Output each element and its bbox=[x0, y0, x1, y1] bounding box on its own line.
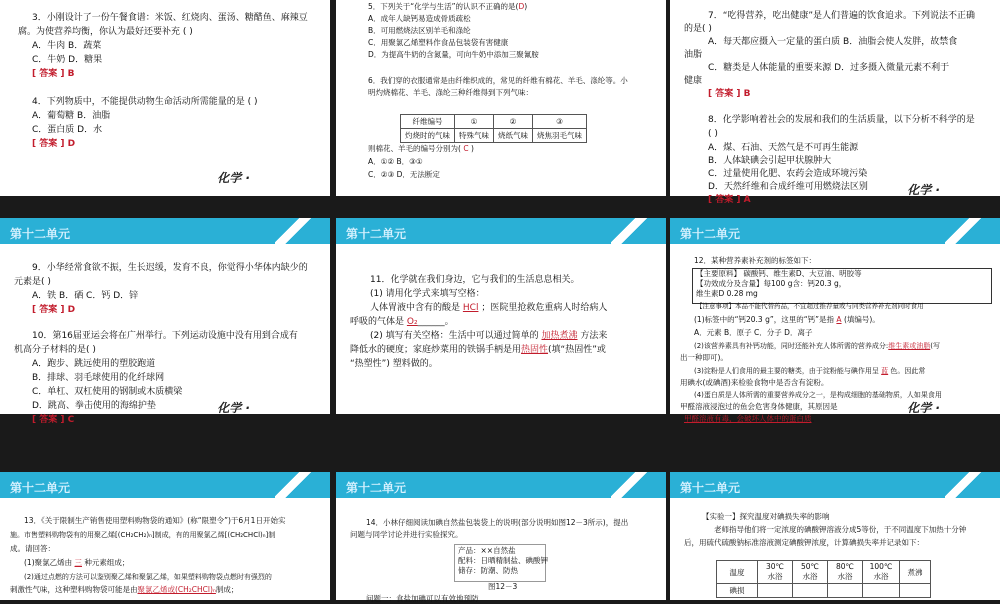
q13-part1: (1)聚氯乙烯由 三 种元素组成； bbox=[24, 558, 130, 567]
salt-label-line-3: 储存：防潮、防热 bbox=[458, 566, 518, 575]
table-cell: 温度 bbox=[717, 561, 758, 584]
q11-text: 11．化学就在我们身边，它与我们的生活息息相关。 bbox=[370, 275, 580, 285]
q5-option-a: A．成年人缺钙易造成骨质疏松 bbox=[368, 14, 471, 23]
unit-header-title: 第十二单元 bbox=[346, 481, 407, 495]
answer-formaldehyde: 甲醛溶液有毒，会破坏人体中的蛋白质 bbox=[684, 414, 812, 423]
salt-label-line-1: 产品：××自然盐 bbox=[458, 546, 516, 555]
q3-text: 3．小刚设计了一份午餐食谱：米饭、红烧肉、蛋汤、糖醋鱼、麻辣豆 bbox=[32, 13, 308, 23]
q9-options: A．铁 B．硒 C．钙 D．锌 bbox=[32, 291, 139, 301]
q12-part3-cont: 用碘水(或碘酒)来检验食物中是否含有淀粉。 bbox=[680, 378, 829, 387]
table-cell: ③ bbox=[533, 115, 587, 129]
q8-text: 8．化学影响着社会的发展和我们的生活质量，以下分析不科学的是 bbox=[708, 115, 975, 125]
q13-text-cont: 施。市售塑料购物袋有的用聚乙烯[(CH₂CH₂)ₙ]制成，有的用聚氯乙烯[(CH₂CHCl)ₙ]制 bbox=[10, 531, 276, 539]
q12-part4-answer: 甲醛溶液有毒，会破坏人体中的蛋白质。 bbox=[684, 414, 819, 423]
answer-three: 三 bbox=[74, 558, 83, 567]
table-row bbox=[717, 584, 931, 598]
q6-options-1: A．①② B．③① bbox=[368, 157, 423, 166]
slide-3 bbox=[670, 0, 1000, 205]
q3-text-cont: 腐。为使营养均衡，你认为最好还要补充 ( ) bbox=[18, 27, 193, 37]
table-cell bbox=[758, 584, 793, 598]
unit-header-bar bbox=[0, 472, 330, 498]
q8-option-d: D．天然纤维和合成纤维可用燃烧法区别 bbox=[708, 182, 868, 192]
unit-header-bar bbox=[336, 218, 666, 244]
figure-caption: 图12－3 bbox=[488, 582, 518, 591]
q14-text-cont: 问题与同学讨论并进行实验探究。 bbox=[350, 530, 463, 539]
q12-part2-cont: 出一种即可)。 bbox=[680, 353, 728, 362]
q9-text-cont: 元素是( ) bbox=[14, 277, 51, 287]
footer-label: 化学 · bbox=[907, 401, 940, 415]
q10-option-b: B．排球、羽毛球使用的化纤球网 bbox=[32, 373, 165, 383]
q8-option-a: A．煤、石油、天然气是不可再生能源 bbox=[708, 143, 859, 153]
q10-text-cont: 机高分子材料的是( ) bbox=[14, 345, 96, 355]
q3-options-1: A．牛肉 B．蔬菜 bbox=[32, 41, 102, 51]
q4-options-2: C．蛋白质 D．水 bbox=[32, 125, 103, 135]
footer-label: 化学 · bbox=[217, 401, 250, 415]
salt-label-line-2: 配料：日晒精制盐、碘酸钾 bbox=[458, 556, 548, 565]
q12-part2: (2)该营养素具有补钙功能，同时还能补充人体所需的营养成分:维生素或油脂(写 bbox=[694, 342, 941, 350]
header-decoration bbox=[945, 218, 1000, 244]
q11-line-end: “热塑性”) 塑料做的。 bbox=[350, 359, 438, 369]
answer-blue: 蓝 bbox=[881, 367, 889, 375]
answer-element: A bbox=[836, 315, 842, 324]
question-one: 问题一：食盐加碘可以有效地预防 bbox=[366, 594, 479, 603]
q6-question: 则棉花、羊毛的编号分别为( C ) bbox=[368, 144, 474, 153]
q4-options-1: A．葡萄糖 B．油脂 bbox=[32, 111, 111, 121]
unit-header-title: 第十二单元 bbox=[346, 227, 407, 241]
header-decoration bbox=[611, 218, 666, 244]
footer-label: 化学 · bbox=[907, 183, 940, 197]
slide-4 bbox=[0, 218, 330, 425]
table-cell: 30℃ 水浴 bbox=[758, 561, 793, 584]
unit-header-title: 第十二单元 bbox=[680, 481, 741, 495]
table-row bbox=[401, 129, 587, 143]
footer-label: 化学 · bbox=[217, 171, 250, 185]
q5-option-b: B．可用燃烧法区别羊毛和涤纶 bbox=[368, 26, 471, 35]
q6-options-2: C．②③ D．无法断定 bbox=[368, 170, 440, 179]
q13-text: 13．《关于限制生产销售使用塑料购物袋的通知》(称“限塑令”)于6月1日开始实 bbox=[24, 516, 286, 525]
slide-6 bbox=[670, 218, 1000, 423]
unit-header-bar bbox=[336, 472, 666, 498]
table-cell: 碘损 bbox=[717, 584, 758, 598]
table-cell: 烧焦羽毛气味 bbox=[533, 129, 587, 143]
label-line-1: 【主要原料】 碳酸钙、维生素D、大豆油、明胶等 bbox=[696, 269, 862, 278]
slide-9 bbox=[670, 472, 1000, 600]
q12-part3: (3)淀粉是人们食用的最主要的糖类，由于淀粉能与碘作用呈 蓝 色。因此常 bbox=[694, 367, 926, 375]
iodine-loss-table bbox=[716, 560, 931, 598]
q10-option-a: A．跑步、跳远使用的塑胶跑道 bbox=[32, 359, 156, 369]
unit-header-bar bbox=[0, 218, 330, 244]
table-cell: 纤维编号 bbox=[401, 115, 455, 129]
q11-line-handle: 降低水的硬度；家庭炒菜用的铁锅手柄是用热固性(填“热固性”或 bbox=[350, 345, 606, 355]
q11-part2: (2) 填写有关空格：生活中可以通过简单的 加热煮沸 方法来 bbox=[370, 331, 608, 341]
q11-line-acid: 人体胃液中含有的酸是 HCl ；医院里抢救危重病人时给病人 bbox=[370, 303, 608, 313]
q3-answer: [ 答案 ] B bbox=[32, 69, 75, 79]
slide-2 bbox=[336, 0, 666, 196]
q3-options-2: C．牛奶 D．糖果 bbox=[32, 55, 103, 65]
q13-text-cont2: 成。请回答： bbox=[10, 544, 55, 553]
unit-header-bar bbox=[670, 472, 1000, 498]
q10-option-d: D．跳高、拳击使用的海绵护垫 bbox=[32, 401, 156, 411]
table-cell bbox=[863, 584, 900, 598]
fiber-table bbox=[400, 114, 587, 143]
table-cell: 烧纸气味 bbox=[494, 129, 533, 143]
q8-option-b: B．人体缺碘会引起甲状腺肿大 bbox=[708, 156, 832, 166]
answer-boil: 加热煮沸 bbox=[541, 331, 578, 341]
answer-hcl: HCl bbox=[462, 303, 479, 313]
header-decoration bbox=[275, 472, 330, 498]
unit-header-bar bbox=[670, 218, 1000, 244]
q8-answer: [ 答案 ] A bbox=[708, 195, 751, 205]
answer-nutrient: 维生素或油脂 bbox=[888, 342, 931, 350]
q7-text-cont: 的是( ) bbox=[684, 24, 712, 34]
slide-7 bbox=[0, 472, 330, 600]
q12-text: 12．某种营养素补充剂的标签如下： bbox=[694, 256, 817, 265]
experiment-desc: 老师指导他们将一定浓度的碘酸钾溶液分成5等份，于不同温度下加热十分钟 bbox=[714, 525, 967, 534]
q9-text: 9．小华经常食欲不振，生长迟缓，发育不良，你觉得小华体内缺少的 bbox=[32, 263, 308, 273]
q7-options-ab: A．每天都应摄入一定量的蛋白质 B．油脂会使人发胖，故禁食 bbox=[708, 37, 958, 47]
table-cell: 特殊气味 bbox=[455, 129, 494, 143]
label-line-4: 【注意事项】本品不能代替药品，不宜超过推荐量或与同类营养补充剂同时食用 bbox=[696, 302, 924, 310]
q8-option-c: C．过量使用化肥、农药会造成环境污染 bbox=[708, 169, 868, 179]
q4-answer: [ 答案 ] D bbox=[32, 139, 76, 149]
experiment-title: 【实验一】探究温度对碘损失率的影响 bbox=[702, 512, 830, 521]
q7-text: 7．“吃得营养，吃出健康”是人们普遍的饮食追求。下列说法不正确 bbox=[708, 11, 976, 21]
answer-thermoset: 热固性 bbox=[521, 345, 549, 355]
header-decoration bbox=[945, 472, 1000, 498]
q13-part2-cont: 刺激性气味，这种塑料购物袋可能是由聚氯乙烯或(CH₂CHCl)ₙ制成； bbox=[10, 585, 239, 594]
q13-part2: (2)通过点燃的方法可以鉴别聚乙烯和聚氯乙烯，如果塑料购物袋点燃时有强烈的 bbox=[24, 573, 272, 581]
answer-o2: O₂ bbox=[406, 317, 418, 327]
table-cell bbox=[793, 584, 828, 598]
q12-part1: (1)标签中的“钙20.3 g”，这里的“钙”是指 A (填编号)。 bbox=[694, 315, 880, 324]
q9-answer: [ 答案 ] D bbox=[32, 305, 76, 315]
q7-options-cd: C．糖类是人体能量的重要来源 D．过多摄入微量元素不利于 bbox=[708, 63, 950, 73]
table-row bbox=[401, 115, 587, 129]
q10-text: 10．第16届亚运会将在广州举行。下列运动设施中没有用到合成有 bbox=[32, 331, 298, 341]
q8-text-cont: ( ) bbox=[708, 129, 718, 139]
q14-text: 14．小林仔细阅读加碘自然盐包装袋上的说明(部分说明如图12－3所示)，提出 bbox=[366, 518, 629, 527]
table-cell bbox=[900, 584, 931, 598]
q10-option-c: C．单杠、双杠使用的钢制或木质横梁 bbox=[32, 387, 183, 397]
unit-header-title: 第十二单元 bbox=[680, 227, 741, 241]
q12-part1-options: A．元素 B．原子 C．分子 D．离子 bbox=[694, 328, 813, 337]
q11-part1: (1) 请用化学式来填写空格： bbox=[370, 289, 485, 299]
q10-answer: [ 答案 ] C bbox=[32, 415, 75, 425]
unit-header-title: 第十二单元 bbox=[10, 481, 71, 495]
q4-text: 4．下列物质中，不能提供动物生命活动所需能量的是 ( ) bbox=[32, 97, 258, 107]
table-cell: ① bbox=[455, 115, 494, 129]
label-line-2: 【功效成分及含量】每100 g含：钙20.3 g， bbox=[696, 279, 847, 288]
q12-part4-cont: 甲醛溶液浸泡过的鱼会危害身体健康，其原因是 bbox=[680, 402, 838, 411]
experiment-desc-cont: 后，用硫代硫酸钠标准溶液测定碘酸钾浓度，计算碘损失率并记录如下： bbox=[684, 538, 924, 547]
q7-options-cd-cont: 健康 bbox=[684, 76, 703, 86]
q5-option-c: C．用聚氯乙烯塑料作食品包装袋有害健康 bbox=[368, 38, 509, 47]
label-line-3: 维生素D 0.28 mg bbox=[696, 289, 758, 298]
table-cell: 80℃ 水浴 bbox=[828, 561, 863, 584]
q6-text-cont: 明灼烧棉花、羊毛、涤纶三种纤维得到下列气味： bbox=[368, 88, 533, 97]
q11-line-gas: 呼吸的气体是 O₂______。 bbox=[350, 317, 454, 327]
answer-pvc: 聚氯乙烯或(CH₂CHCl)ₙ bbox=[137, 585, 216, 594]
q7-answer: [ 答案 ] B bbox=[708, 89, 751, 99]
table-row bbox=[717, 561, 931, 584]
header-decoration bbox=[275, 218, 330, 244]
header-decoration bbox=[611, 472, 666, 498]
table-cell bbox=[828, 584, 863, 598]
q5-text: 5．下列关于“化学与生活”的认识不正确的是(D) bbox=[368, 2, 528, 11]
q7-options-ab-cont: 油脂 bbox=[684, 50, 703, 60]
table-cell: 50℃ 水浴 bbox=[793, 561, 828, 584]
unit-header-title: 第十二单元 bbox=[10, 227, 71, 241]
table-cell: ② bbox=[494, 115, 533, 129]
q5-option-d: D．为提高牛奶的含氮量，可向牛奶中添加三聚氰胺 bbox=[368, 50, 539, 59]
table-cell: 100℃ 水浴 bbox=[863, 561, 900, 584]
q6-text: 6．我们穿的衣服通常是由纤维织成的，常见的纤维有棉花、羊毛、涤纶等。小 bbox=[368, 76, 628, 85]
table-cell: 灼烧时的气味 bbox=[401, 129, 455, 143]
slide-5 bbox=[336, 218, 666, 414]
table-cell: 煮沸 bbox=[900, 561, 931, 584]
slide-8 bbox=[336, 472, 666, 603]
q12-part4: (4)蛋白质是人体所需的重要营养成分之一，是构成细胞的基础物质，人如果食用 bbox=[694, 391, 942, 399]
slide-1 bbox=[0, 0, 330, 196]
